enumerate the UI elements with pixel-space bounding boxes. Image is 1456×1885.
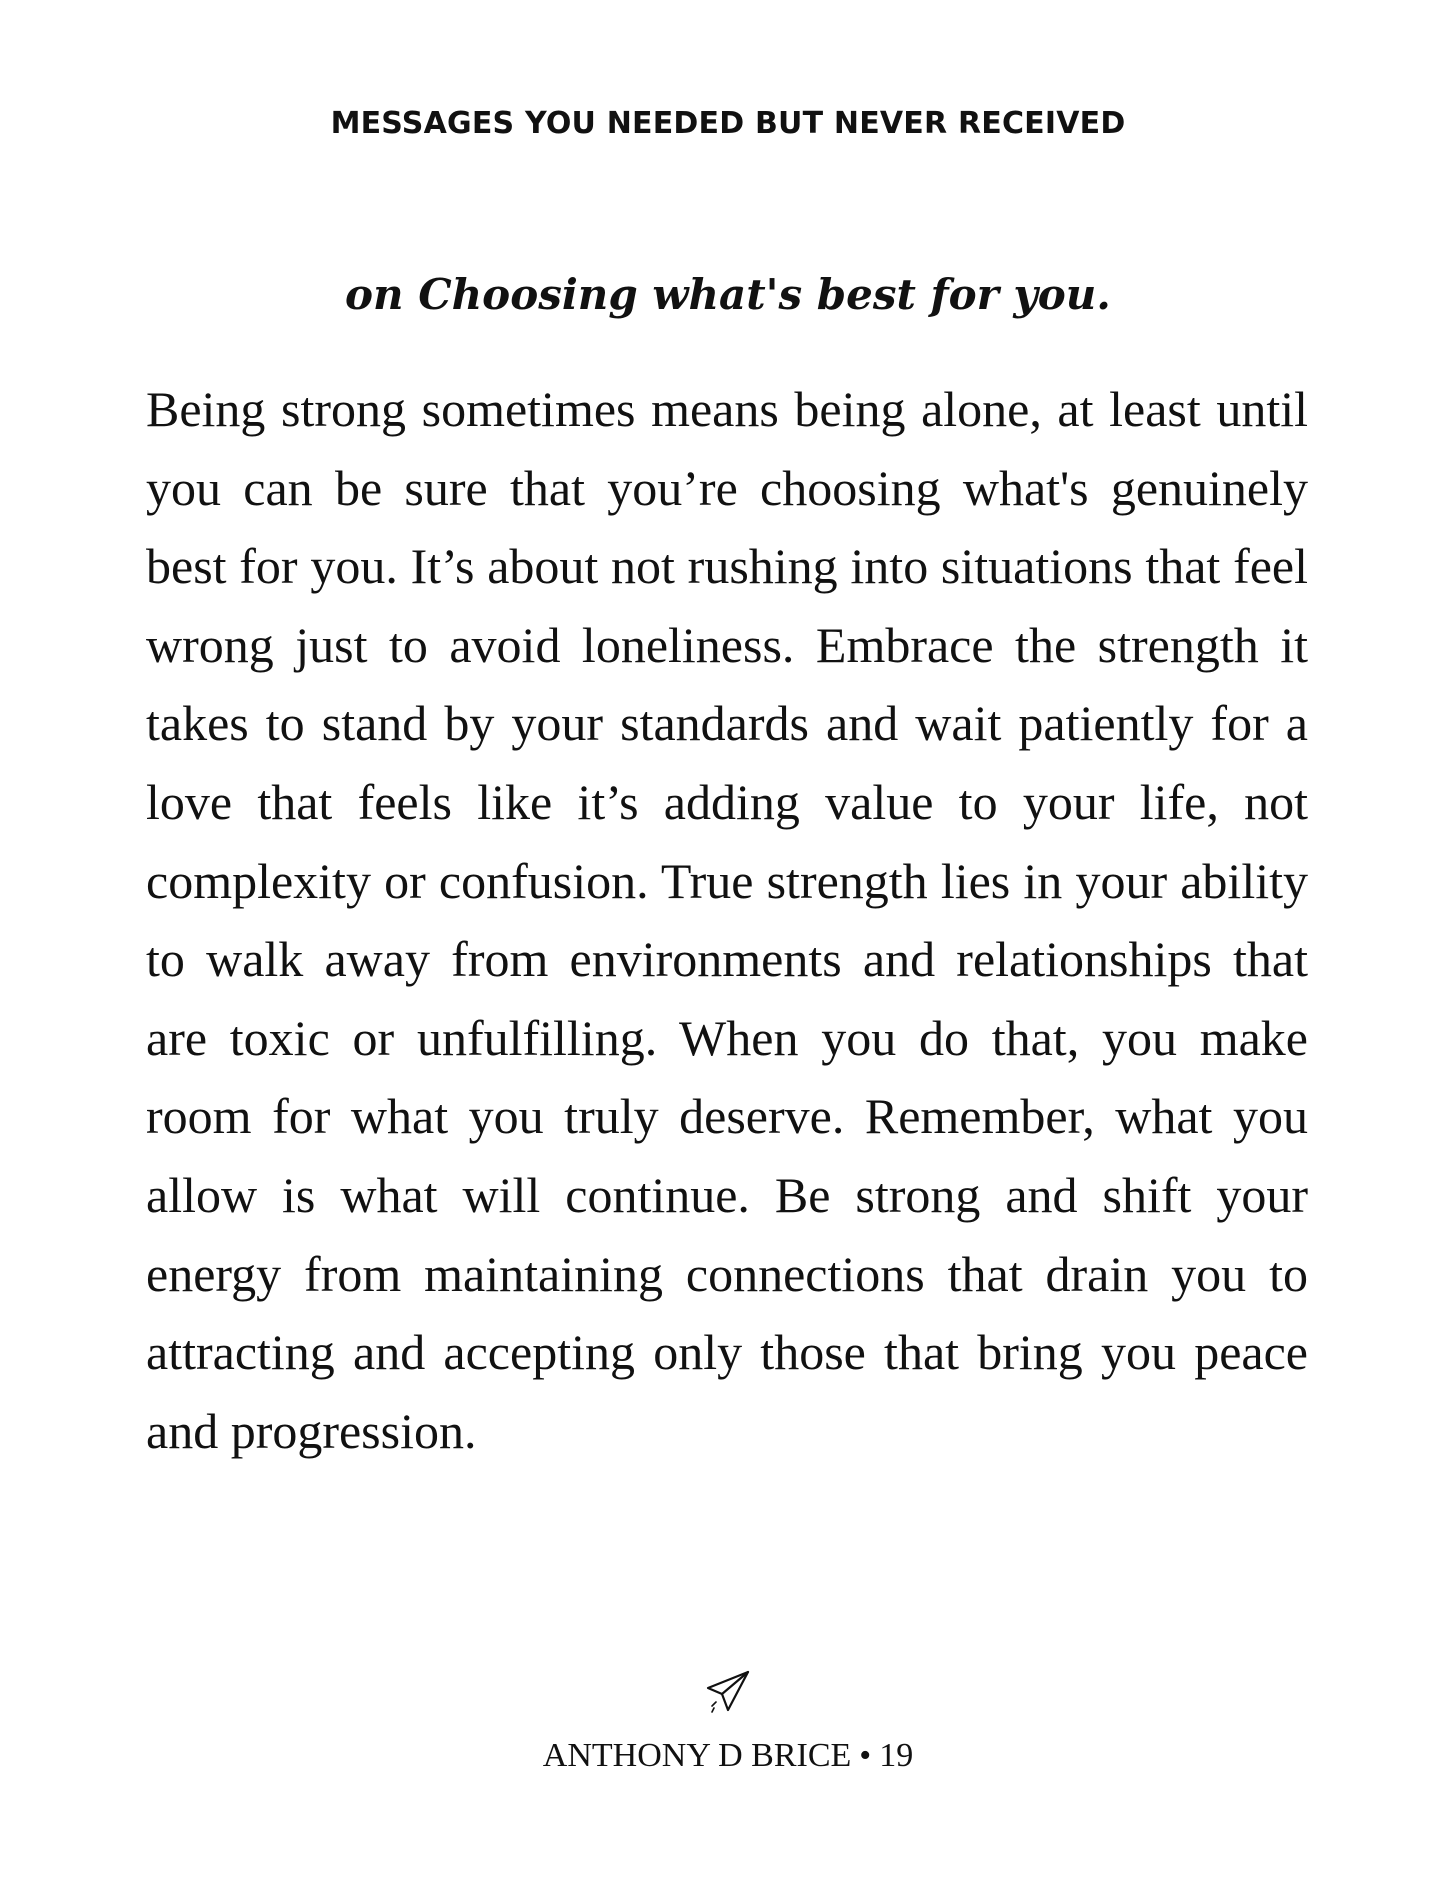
page-number: 19 [879, 1737, 914, 1774]
paper-plane-icon [704, 1668, 752, 1716]
footer [0, 1737, 1456, 1775]
running-header: MESSAGES YOU NEEDED BUT NEVER RECEIVED [330, 106, 1126, 141]
footer-separator: • [859, 1737, 872, 1774]
chapter-title: on Choosing what's best for you. [345, 270, 1111, 319]
author-name: ANTHONY D BRICE [542, 1737, 852, 1774]
body-paragraph: Being strong sometimes means being alone, at least until you can be sure that you’re choosing what's genuinely best for you. It’s about not rushing into situations that feel wrong just to avoid loneliness. Embrace the strength it takes to stand by your standards and wait patiently for a love that feels like it’s adding value to your life, not complexity or confusion. True strength lies in your ability to walk away from environments and relationships that are toxic or unfulfilling. When you do that, you make room for what you truly deserve. Remember, what you allow is what will continue. Be strong and shift your energy from maintaining connections that drain you to attracting and accepting only those that bring you peace and progression. [146, 381, 1308, 1459]
